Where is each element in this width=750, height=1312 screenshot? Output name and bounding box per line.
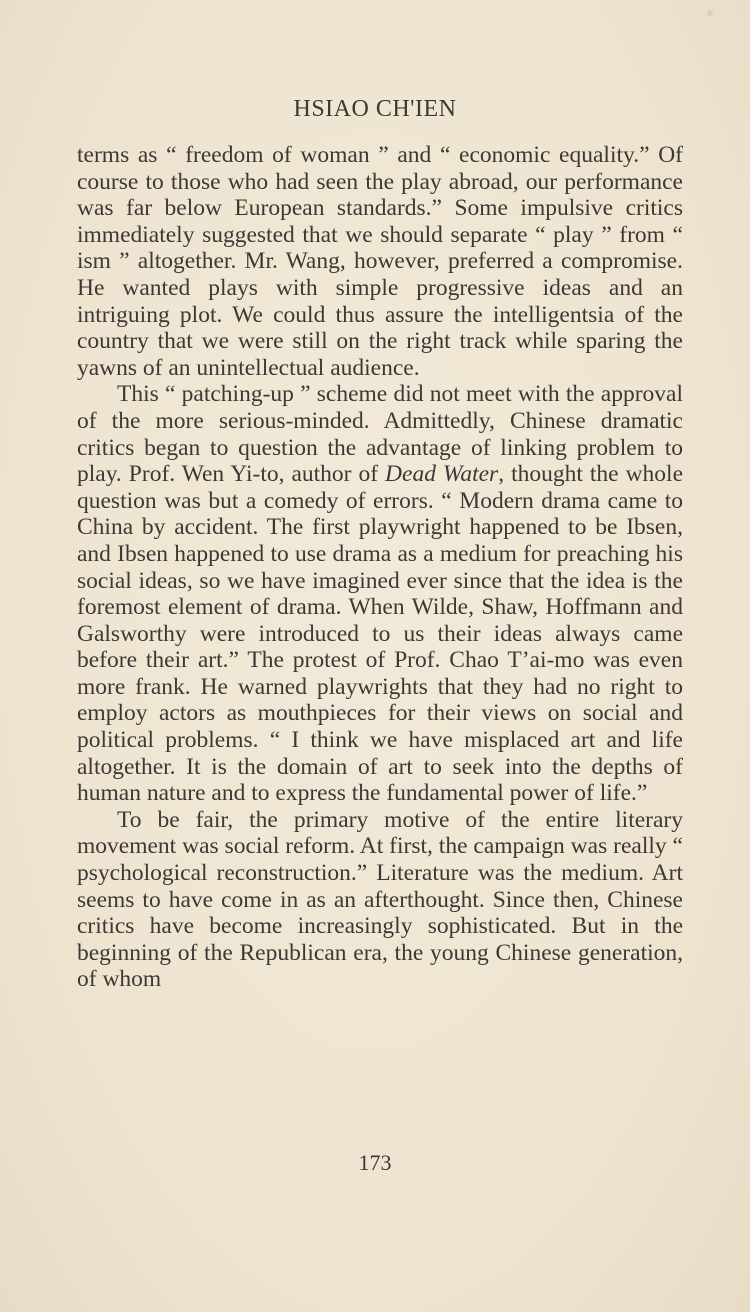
running-head: HSIAO CH'IEN: [293, 96, 457, 122]
paragraph-1: [77, 142, 683, 381]
paragraph-2-text-start: This “ patching-up ” scheme did not meet with the approval of the more serious-minded. Admittedly, Chinese dramatic critics began to question the advantage of linking problem to play. Prof. Wen Yi-to, author of: [77, 381, 683, 488]
paragraph-3: [77, 807, 683, 993]
paragraph-3-text: To be fair, the primary motive of the entire literary movement was social reform. At first, the campaign was really “ psychological reconstruction.” Literature was the medium. Art seems to have come in as an afterthought. Since then, Chinese critics have become increasingly sophisticated. But in the beginning of the Republican era, the young Chinese generation, of whom: [77, 806, 683, 993]
page-number: 173: [358, 1150, 392, 1175]
paragraph-2-text-end: , thought the whole question was but a comedy of errors. “ Modern drama came to China by accident. The first playwright happened to be Ibsen, and Ibsen happened to use drama as a medium for preaching his social ideas, so we have imagined ever since that the idea is the foremost element of drama. When Wilde, Shaw, Hoffmann and Galsworthy were introduced to us their ideas always came before their art.” The protest of Prof. Chao T’ai-mo was even more frank. He warned playwrights that they had no right to employ actors as mouthpieces for their views on social and political problems. “ I think we have misplaced art and life altogether. It is the domain of art to seek into the depths of human nature and to express the fundamental power of life.”: [77, 461, 683, 807]
book-title-italic: Dead Water: [385, 461, 499, 488]
paragraph-1-text: terms as “ freedom of woman ” and “ economic equality.” Of course to those who had seen the play abroad, our performance was far below European standards.” Some impulsive critics immediately suggested that we should separate “ play ” from “ ism ” altogether. Mr. Wang, however, preferred a compromise. He wanted plays with simple progressive ideas and an intriguing plot. We could thus assure the intelligentsia of the country that we were still on the right track while sparing the yawns of an unintellectual audience.: [77, 142, 683, 381]
body-text: [77, 142, 683, 993]
paragraph-2: [77, 381, 683, 807]
paper-speck: [707, 10, 713, 16]
